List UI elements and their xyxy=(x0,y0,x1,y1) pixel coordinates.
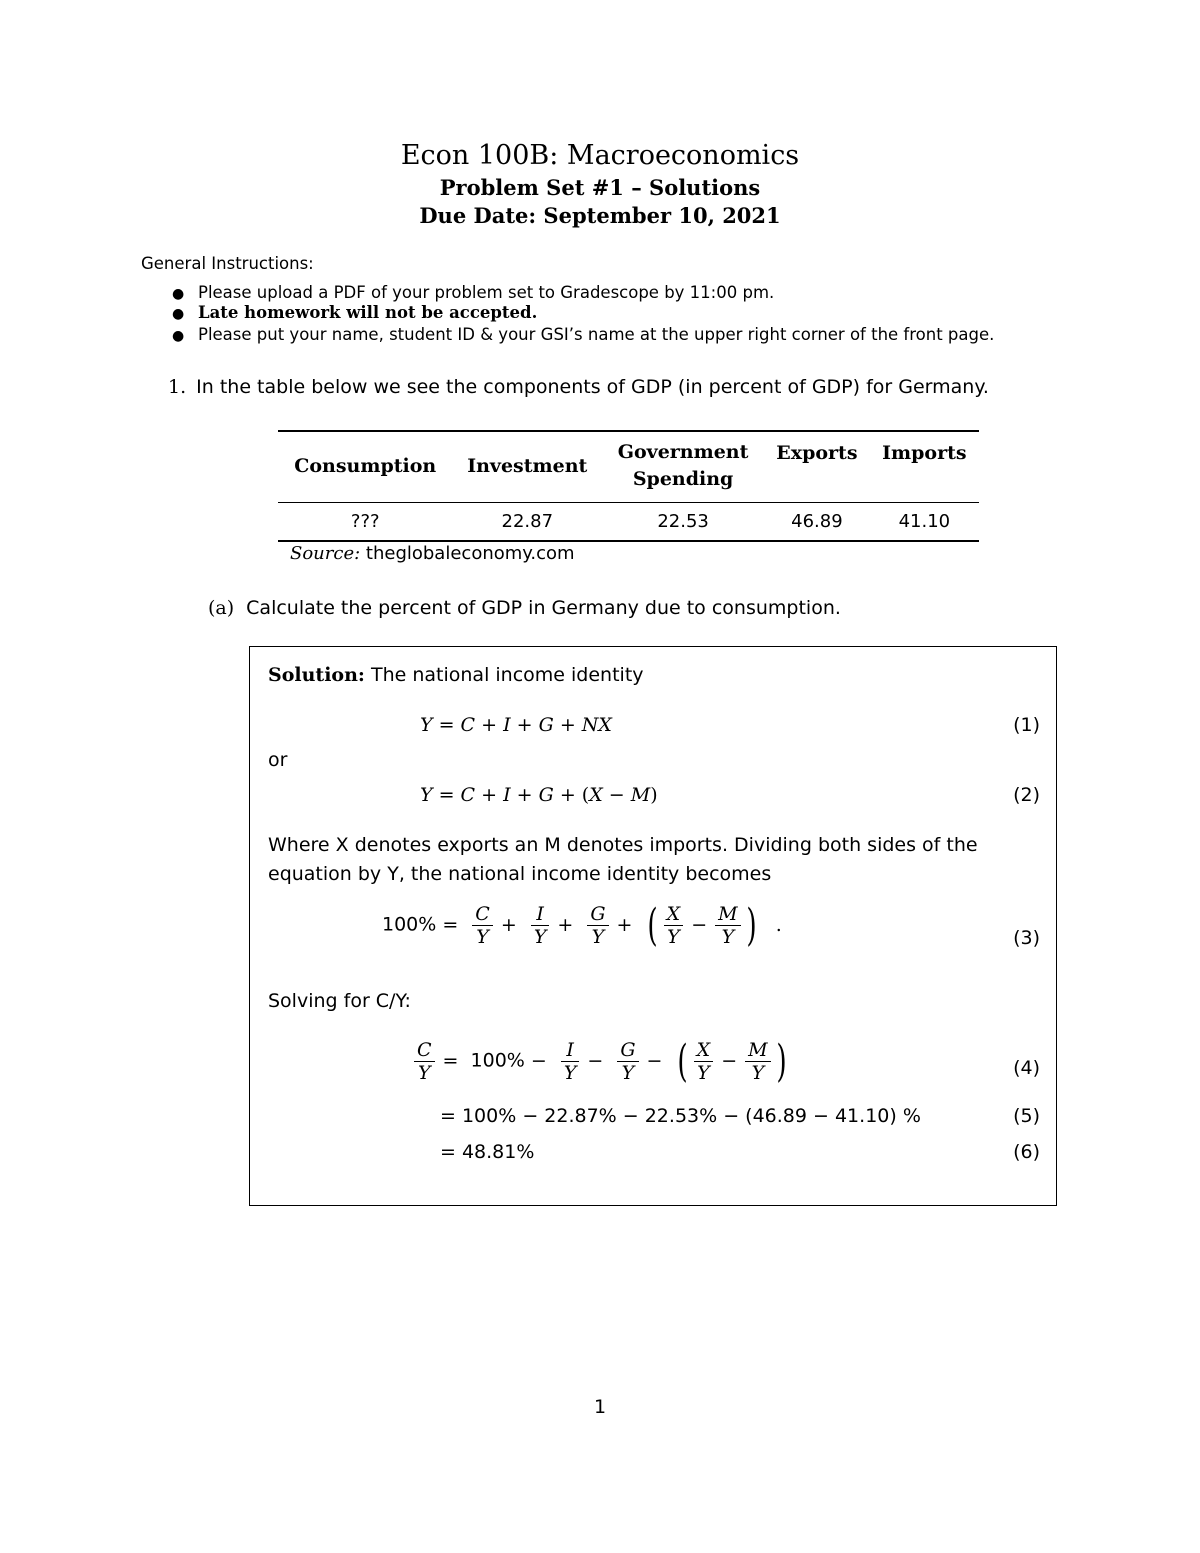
table-source xyxy=(290,543,575,564)
column-header-government-spending: Government Spending xyxy=(602,431,764,503)
column-header-investment: Investment xyxy=(452,431,602,503)
bullet-icon: ● xyxy=(172,328,185,344)
bullet-icon: ● xyxy=(172,286,185,302)
equation-number: (6) xyxy=(1013,1141,1040,1163)
table-cell: 46.89 xyxy=(764,503,870,542)
source-value: theglobaleconomy.com xyxy=(365,543,575,564)
table-cell: 22.53 xyxy=(602,503,764,542)
equation-1: Y = C + I + G + NX xyxy=(420,714,612,736)
bullet-icon: ● xyxy=(172,306,185,322)
equation-6: = 48.81% xyxy=(440,1141,535,1163)
document-subtitle: Problem Set #1 – Solutions xyxy=(439,175,761,200)
column-header-imports: Imports xyxy=(870,431,979,503)
equation-number: (4) xyxy=(1013,1057,1040,1079)
table-cell: 22.87 xyxy=(452,503,602,542)
instruction-item: ● Please upload a PDF of your problem set to Gradescope by 11:00 pm. xyxy=(172,283,775,302)
solution-label: Solution: xyxy=(268,664,365,686)
page-number: 1 xyxy=(593,1396,607,1418)
equation-3: 100% = $\frac{C}{Y}$ + $\frac{I}{Y}$ + $\frac{G}{Y}$ + ( $\frac{X}{Y}$ − $\frac{M}{Y}$ ) . xyxy=(382,899,782,951)
instruction-item: ● Late homework will not be accepted. xyxy=(172,303,538,322)
instructions-label: General Instructions: xyxy=(141,254,314,273)
solution-box xyxy=(249,646,1057,1206)
part-label: (a) xyxy=(208,597,235,619)
equation-4: $\frac{C}{Y}$ = 100% − $\frac{I}{Y}$ − $\frac{G}{Y}$ − ( $\frac{X}{Y}$ − $\frac{M}{Y}$ ) xyxy=(412,1039,790,1084)
column-header-consumption: Consumption xyxy=(278,431,452,503)
table-row xyxy=(278,503,979,542)
instruction-item: ● Please put your name, student ID & your GSI’s name at the upper right corner of the front page. xyxy=(172,325,995,344)
document-title: Econ 100B: Macroeconomics xyxy=(400,140,800,171)
question-part-a xyxy=(208,597,841,619)
equation-number: (2) xyxy=(1013,784,1040,806)
column-header-exports: Exports xyxy=(764,431,870,503)
part-text: Calculate the percent of GDP in Germany due to consumption. xyxy=(246,597,841,619)
solution-solving: Solving for C/Y: xyxy=(268,990,411,1012)
equation-2: Y = C + I + G + (X − M) xyxy=(420,784,658,806)
due-date: Due Date: September 10, 2021 xyxy=(419,203,781,228)
equation-number: (1) xyxy=(1013,714,1040,736)
equation-5: = 100% − 22.87% − 22.53% − (46.89 − 41.10) % xyxy=(440,1105,921,1127)
table-cell: ??? xyxy=(278,503,452,542)
solution-intro-text: The national income identity xyxy=(370,664,644,686)
question-text: In the table below we see the components of GDP (in percent of GDP) for Germany. xyxy=(196,376,989,398)
solution-or: or xyxy=(268,749,288,771)
question-1 xyxy=(168,376,989,398)
equation-number: (3) xyxy=(1013,927,1040,949)
question-number: 1. xyxy=(168,376,187,398)
equation-number: (5) xyxy=(1013,1105,1040,1127)
table-cell: 41.10 xyxy=(870,503,979,542)
solution-paragraph: Where X denotes exports an M denotes imports. Dividing both sides of the equation by Y, the national income identity becomes xyxy=(268,834,978,885)
source-label: Source: xyxy=(290,543,361,564)
gdp-components-table xyxy=(278,430,979,542)
solution-intro xyxy=(268,664,644,686)
